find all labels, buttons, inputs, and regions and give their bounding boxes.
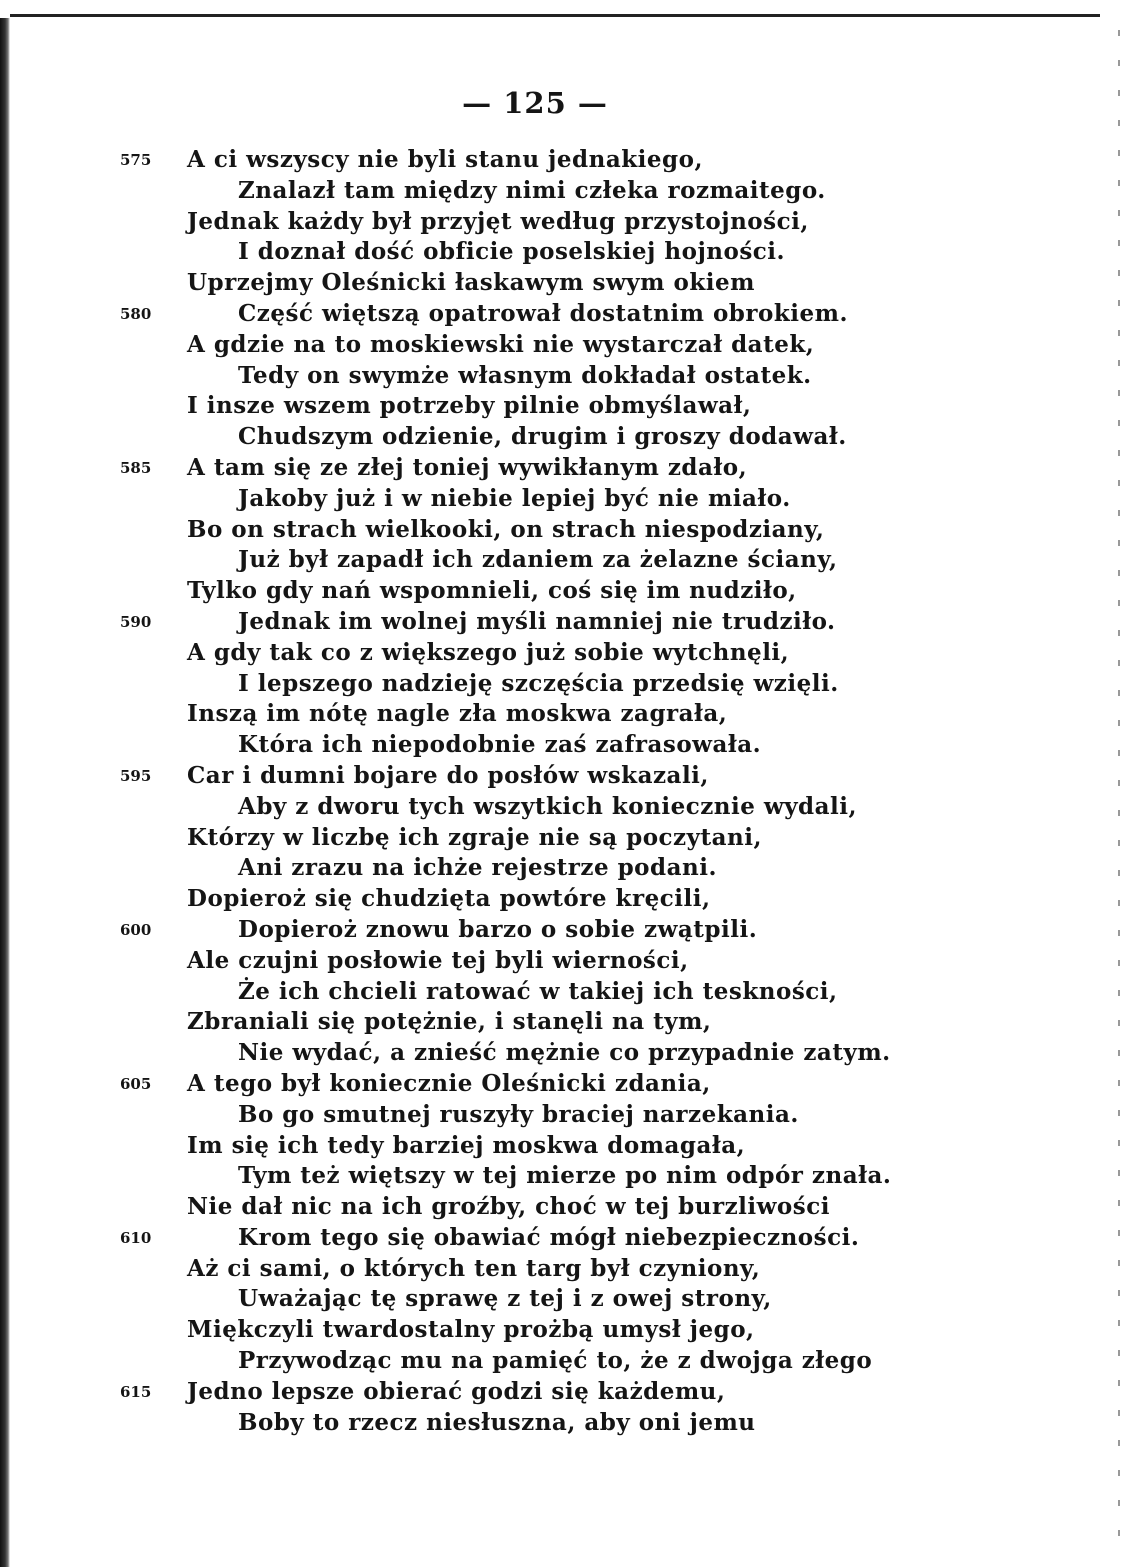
verse-line bbox=[0, 730, 1140, 761]
verse-line-number: 605 bbox=[120, 1074, 152, 1093]
verse-line bbox=[0, 792, 1140, 823]
verse-line-text: Jedno lepsze obierać godzi się każdemu, bbox=[187, 1377, 726, 1405]
verse-line-text: Ale czujni posłowie tej byli wierności, bbox=[187, 946, 689, 974]
verse-line-text: Bo on strach wielkooki, on strach niespodziany, bbox=[187, 515, 825, 543]
verse-line-number: 590 bbox=[120, 612, 152, 631]
verse-line bbox=[0, 638, 1140, 669]
verse-line-text: Uważając tę sprawę z tej i z owej strony, bbox=[238, 1285, 772, 1313]
verse-line bbox=[0, 330, 1140, 361]
verse-line bbox=[0, 607, 1140, 638]
verse-line bbox=[0, 1100, 1140, 1131]
page-number: — 125 — bbox=[462, 86, 608, 120]
verse-line-text: Bo go smutnej ruszyły braciej narzekania. bbox=[238, 1100, 799, 1128]
verse-line-text: Że ich chcieli ratować w takiej ich teskności, bbox=[238, 977, 838, 1005]
verse-line bbox=[0, 1315, 1140, 1346]
verse-line bbox=[0, 853, 1140, 884]
verse-line bbox=[0, 545, 1140, 576]
verse-line-text: A gdy tak co z większego już sobie wytchnęli, bbox=[187, 638, 790, 666]
verse-line-number: 615 bbox=[120, 1382, 152, 1401]
verse-line bbox=[0, 915, 1140, 946]
verse-column bbox=[0, 145, 1140, 1438]
verse-line bbox=[0, 1254, 1140, 1285]
verse-line-text: Tylko gdy nań wspomnieli, coś się im nudziło, bbox=[187, 577, 797, 605]
verse-line-text: Tym też więtszy w tej mierze po nim odpór znała. bbox=[238, 1162, 892, 1190]
verse-line-text: Inszą im nótę nagle zła moskwa zagrała, bbox=[187, 700, 728, 728]
verse-line-number: 595 bbox=[120, 766, 152, 785]
verse-line bbox=[0, 176, 1140, 207]
verse-line bbox=[0, 1161, 1140, 1192]
verse-line-text: A tam się ze złej toniej wywikłanym zdało, bbox=[187, 453, 748, 481]
verse-line-text: A gdzie na to moskiewski nie wystarczał datek, bbox=[187, 330, 815, 358]
verse-line bbox=[0, 823, 1140, 854]
verse-line-text: Krom tego się obawiać mógł niebezpieczności. bbox=[238, 1223, 860, 1251]
verse-line-text: Boby to rzecz niesłuszna, aby oni jemu bbox=[238, 1408, 756, 1436]
verse-line bbox=[0, 946, 1140, 977]
verse-line-number: 575 bbox=[120, 151, 152, 169]
verse-line-number: 600 bbox=[120, 920, 152, 939]
verse-line bbox=[0, 484, 1140, 515]
verse-line bbox=[0, 977, 1140, 1008]
verse-line-text: A tego był koniecznie Oleśnicki zdania, bbox=[187, 1069, 711, 1097]
verse-line-text: Aby z dworu tych wszytkich koniecznie wydali, bbox=[238, 792, 858, 820]
verse-line bbox=[0, 1408, 1140, 1439]
verse-line bbox=[0, 1069, 1140, 1100]
verse-line-text: Tedy on swymże własnym dokładał ostatek. bbox=[238, 361, 812, 389]
verse-line bbox=[0, 207, 1140, 238]
verse-line-number: 610 bbox=[120, 1228, 152, 1247]
verse-line-number: 585 bbox=[120, 458, 152, 477]
verse-line bbox=[0, 145, 1140, 176]
verse-line bbox=[0, 268, 1140, 299]
verse-line-text: Znalazł tam między nimi człeka rozmaitego. bbox=[238, 176, 826, 204]
verse-line-text: Uprzejmy Oleśnicki łaskawym swym okiem bbox=[187, 269, 755, 297]
verse-line-text: Jakoby już i w niebie lepiej być nie miało. bbox=[238, 484, 791, 512]
verse-line bbox=[0, 1007, 1140, 1038]
verse-line-text: Aż ci sami, o których ten targ był czyniony, bbox=[187, 1254, 761, 1282]
verse-line-text: Zbraniali się potężnie, i stanęli na tym, bbox=[187, 1008, 712, 1036]
verse-line bbox=[0, 1131, 1140, 1162]
verse-line-text: Już był zapadł ich zdaniem za żelazne ściany, bbox=[238, 546, 838, 574]
verse-line bbox=[0, 515, 1140, 546]
verse-line-text: Dopieroż się chudzięta powtóre kręcili, bbox=[187, 885, 711, 913]
verse-line-text: Im się ich tedy barziej moskwa domagała, bbox=[187, 1131, 746, 1159]
verse-line-text: A ci wszyscy nie byli stanu jednakiego, bbox=[187, 146, 703, 173]
verse-line bbox=[0, 361, 1140, 392]
top-rule bbox=[10, 14, 1100, 17]
verse-line-text: Którzy w liczbę ich zgraje nie są poczytani, bbox=[187, 823, 762, 851]
verse-line-text: Nie dał nic na ich groźby, choć w tej burzliwości bbox=[187, 1193, 830, 1221]
verse-line bbox=[0, 299, 1140, 330]
verse-line-text: Przywodząc mu na pamięć to, że z dwojga złego bbox=[238, 1347, 873, 1375]
verse-line bbox=[0, 761, 1140, 792]
verse-line-text: Ani zrazu na ichże rejestrze podani. bbox=[238, 854, 717, 882]
verse-line-text: Jednak każdy był przyjęt według przystojności, bbox=[187, 207, 809, 235]
verse-line bbox=[0, 576, 1140, 607]
verse-line bbox=[0, 422, 1140, 453]
verse-line-text: Jednak im wolnej myśli namniej nie trudziło. bbox=[238, 607, 836, 635]
verse-line bbox=[0, 1223, 1140, 1254]
verse-line-text: I doznał dość obficie poselskiej hojności. bbox=[238, 238, 786, 266]
verse-line bbox=[0, 884, 1140, 915]
verse-line-text: Chudszym odzienie, drugim i groszy dodawał. bbox=[238, 423, 847, 451]
verse-line bbox=[0, 1038, 1140, 1069]
verse-line bbox=[0, 669, 1140, 700]
verse-line bbox=[0, 699, 1140, 730]
verse-line bbox=[0, 1346, 1140, 1377]
verse-line bbox=[0, 1192, 1140, 1223]
verse-line-text: Car i dumni bojare do posłów wskazali, bbox=[187, 761, 709, 789]
verse-line-text: Nie wydać, a znieść mężnie co przypadnie zatym. bbox=[238, 1039, 891, 1067]
verse-line-text: Która ich niepodobnie zaś zafrasowała. bbox=[238, 731, 762, 759]
verse-line-text: I lepszego nadzieję szczęścia przedsię wzięli. bbox=[238, 669, 839, 697]
verse-line-text: Miękczyli twardostalny prożbą umysł jego, bbox=[187, 1316, 755, 1344]
verse-line-text: Dopieroż znowu barzo o sobie zwątpili. bbox=[238, 915, 758, 943]
verse-line-number: 580 bbox=[120, 304, 152, 323]
verse-line-text: I insze wszem potrzeby pilnie obmyślawał, bbox=[187, 392, 752, 420]
verse-line bbox=[0, 1377, 1140, 1408]
verse-line bbox=[0, 391, 1140, 422]
verse-line bbox=[0, 237, 1140, 268]
verse-line-text: Część więtszą opatrował dostatnim obrokiem. bbox=[238, 299, 848, 327]
verse-line bbox=[0, 453, 1140, 484]
verse-line bbox=[0, 1284, 1140, 1315]
